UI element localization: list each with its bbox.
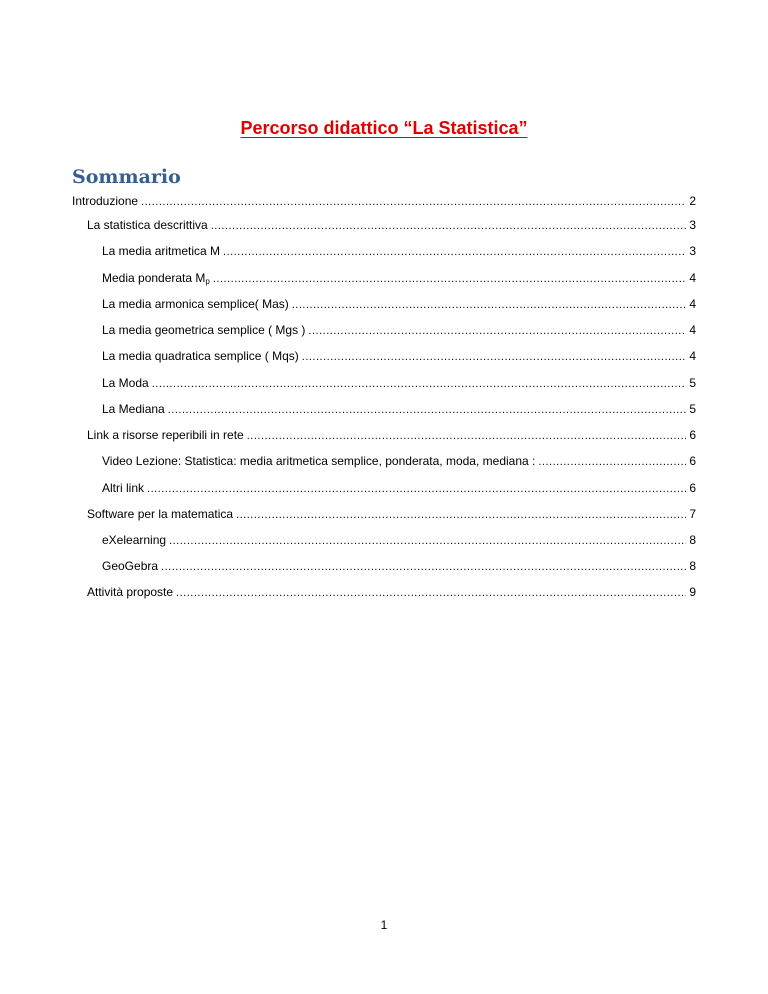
toc-entry-label: GeoGebra: [102, 559, 159, 573]
toc-dot-leader: [213, 270, 686, 287]
toc-entry-software-matematica[interactable]: [87, 506, 696, 522]
toc-entry-media-armonica[interactable]: [102, 296, 696, 312]
toc-entry-page: 9: [689, 585, 696, 599]
toc-entry-page: 6: [689, 481, 696, 495]
toc-entry-label: [102, 270, 210, 290]
toc-entry-label: Video Lezione: Statistica: media aritmetica semplice, ponderata, moda, mediana :: [102, 454, 536, 468]
toc-entry-label: La Mediana: [102, 402, 165, 416]
toc-entry-page: 3: [689, 244, 696, 258]
toc-entry-page: 5: [689, 402, 696, 416]
toc-entry-page: 6: [689, 428, 696, 442]
toc-dot-leader: [168, 401, 687, 418]
toc-entry-label-text: Media ponderata M: [102, 271, 206, 285]
toc-entry-label: Introduzione: [72, 194, 139, 208]
toc-entry-page: 4: [689, 271, 696, 285]
toc-dot-leader: [161, 558, 686, 575]
toc-entry-label: La Moda: [102, 376, 149, 390]
toc-dot-leader: [247, 427, 687, 444]
page-number: 1: [380, 918, 388, 932]
toc-entry-label: Software per la matematica: [87, 507, 234, 521]
toc-entry-page: 5: [689, 376, 696, 390]
toc-entry-introduzione[interactable]: [72, 193, 696, 209]
document-title: Percorso didattico “La Statistica”: [240, 118, 528, 138]
toc-dot-leader: [308, 322, 686, 339]
toc-dot-leader: [211, 217, 687, 234]
toc-entry-page: 4: [689, 323, 696, 337]
toc-entry-mediana[interactable]: [102, 401, 696, 417]
toc-entry-moda[interactable]: [102, 375, 696, 391]
toc-entry-label: eXelearning: [102, 533, 167, 547]
toc-entry-video-lezione[interactable]: [102, 453, 696, 469]
toc-entry-link-risorse[interactable]: [87, 427, 696, 443]
toc-entry-page: 6: [689, 454, 696, 468]
toc-entry-media-ponderata[interactable]: [102, 270, 696, 286]
toc-entry-altri-link[interactable]: [102, 480, 696, 496]
toc-dot-leader: [538, 453, 686, 470]
toc-entry-label: La media aritmetica M: [102, 244, 221, 258]
toc-entry-label: Link a risorse reperibili in rete: [87, 428, 244, 442]
toc-dot-leader: [236, 506, 686, 523]
toc-entry-label-subscript: p: [205, 277, 210, 286]
toc-dot-leader: [147, 480, 686, 497]
toc-dot-leader: [176, 584, 686, 601]
toc-entry-label: Altri link: [102, 481, 145, 495]
toc-entry-geogebra[interactable]: [102, 558, 696, 574]
toc-entry-label: La media armonica semplice( Mas): [102, 297, 289, 311]
toc-dot-leader: [152, 375, 687, 392]
toc-dot-leader: [169, 532, 686, 549]
toc-entry-page: 7: [689, 507, 696, 521]
toc-entry-page: 8: [689, 533, 696, 547]
toc-entry-page: 4: [689, 297, 696, 311]
toc-entry-media-aritmetica[interactable]: [102, 243, 696, 259]
toc-entry-statistica-descrittiva[interactable]: [87, 217, 696, 233]
toc-entry-page: 8: [689, 559, 696, 573]
toc-dot-leader: [223, 243, 686, 260]
toc-entry-exelearning[interactable]: [102, 532, 696, 548]
toc-entry-label: La statistica descrittiva: [87, 218, 208, 232]
toc-entry-label: La media quadratica semplice ( Mqs): [102, 349, 299, 363]
toc-heading: Sommario: [72, 166, 181, 188]
toc-dot-leader: [141, 193, 686, 210]
toc-entry-media-quadratica[interactable]: [102, 348, 696, 364]
toc-entry-page: 2: [689, 194, 696, 208]
toc-entry-label: Attività proposte: [87, 585, 174, 599]
toc-entry-attivita-proposte[interactable]: [87, 584, 696, 600]
toc-dot-leader: [302, 348, 687, 365]
toc-entry-media-geometrica[interactable]: [102, 322, 696, 338]
toc-entry-page: 4: [689, 349, 696, 363]
toc-entry-label: La media geometrica semplice ( Mgs ): [102, 323, 306, 337]
toc-entry-page: 3: [689, 218, 696, 232]
toc-dot-leader: [292, 296, 687, 313]
